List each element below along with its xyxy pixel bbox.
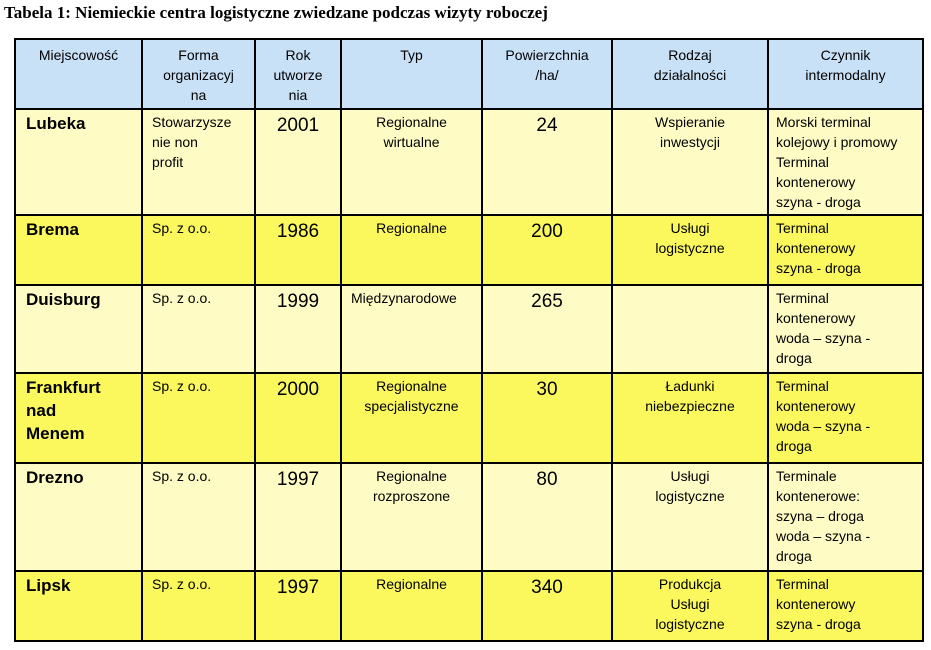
- header-line: /ha/: [535, 67, 559, 83]
- cell-year: 2000: [255, 373, 341, 463]
- header-line: działalności: [653, 67, 727, 83]
- cell-line: Wspieranie: [654, 114, 726, 130]
- cell-year: 1999: [255, 285, 341, 373]
- header-line: Czynnik: [820, 47, 871, 63]
- cell-factor: [768, 215, 923, 285]
- cell-line: Terminal: [776, 154, 829, 170]
- cell-type: [341, 215, 482, 285]
- table-row: [15, 109, 923, 215]
- cell-line: kontenerowe:: [776, 488, 861, 504]
- cell-line: szyna - droga: [776, 260, 861, 276]
- cell-area: 200: [482, 215, 612, 285]
- cell-area: 340: [482, 571, 612, 641]
- header-city: [15, 39, 142, 109]
- cell-line: Duisburg: [26, 290, 101, 309]
- cell-city: [15, 285, 142, 373]
- header-area: [482, 39, 612, 109]
- cell-line: Sp. z o.o.: [152, 290, 212, 306]
- cell-city: [15, 571, 142, 641]
- header-factor: [768, 39, 923, 109]
- cell-factor: [768, 373, 923, 463]
- cell-line: kontenerowy: [776, 398, 856, 414]
- header-line: Typ: [400, 47, 423, 63]
- cell-factor: [768, 571, 923, 641]
- cell-year: 1986: [255, 215, 341, 285]
- table-row: [15, 571, 923, 641]
- header-type: [341, 39, 482, 109]
- header-form: [142, 39, 255, 109]
- cell-line: Frankfurt: [26, 378, 101, 397]
- cell-form: [142, 373, 255, 463]
- cell-type: [341, 109, 482, 215]
- cell-city: [15, 463, 142, 571]
- cell-line: szyna – droga: [776, 508, 864, 524]
- cell-line: droga: [776, 350, 812, 366]
- header-line: utworze: [273, 67, 323, 83]
- cell-activity: [612, 215, 768, 285]
- cell-year: 1997: [255, 463, 341, 571]
- cell-line: kontenerowy: [776, 310, 856, 326]
- cell-line: droga: [776, 548, 812, 564]
- cell-line: Terminale: [776, 468, 837, 484]
- cell-line: szyna - droga: [776, 194, 861, 210]
- header-line: Forma: [178, 47, 219, 63]
- cell-line: Usługi: [670, 468, 710, 484]
- cell-line: logistyczne: [655, 240, 725, 256]
- cell-line: Menem: [26, 424, 85, 443]
- cell-form: [142, 285, 255, 373]
- cell-line: kontenerowy: [776, 240, 856, 256]
- cell-city: [15, 109, 142, 215]
- cell-line: Usługi: [670, 596, 710, 612]
- cell-form: [142, 463, 255, 571]
- cell-factor: [768, 463, 923, 571]
- cell-area: 30: [482, 373, 612, 463]
- cell-line: Sp. z o.o.: [152, 378, 212, 394]
- cell-line: nie non: [152, 134, 198, 150]
- table-row: [15, 463, 923, 571]
- header-line: organizacyj: [163, 67, 234, 83]
- cell-year: 2001: [255, 109, 341, 215]
- cell-area: 265: [482, 285, 612, 373]
- cell-line: Terminal: [776, 378, 829, 394]
- header-activity: [612, 39, 768, 109]
- cell-activity: [612, 373, 768, 463]
- cell-line: inwestycji: [660, 134, 720, 150]
- cell-type: [341, 571, 482, 641]
- header-line: na: [190, 87, 207, 103]
- cell-line: Brema: [26, 220, 79, 239]
- cell-line: woda – szyna -: [776, 330, 871, 346]
- cell-line: Terminal: [776, 290, 829, 306]
- header-line: nia: [288, 87, 308, 103]
- cell-type: [341, 373, 482, 463]
- table-row: [15, 215, 923, 285]
- table-caption: Tabela 1: Niemieckie centra logistyczne zwiedzane podczas wizyty roboczej: [4, 3, 548, 22]
- cell-area: 80: [482, 463, 612, 571]
- header-line: Miejscowość: [38, 47, 119, 63]
- cell-activity: [612, 285, 768, 373]
- cell-form: [142, 215, 255, 285]
- cell-type: [341, 285, 482, 373]
- cell-line: logistyczne: [655, 616, 725, 632]
- cell-activity: [612, 463, 768, 571]
- header-row: [15, 39, 923, 109]
- cell-line: Sp. z o.o.: [152, 468, 212, 484]
- header-line: Rok: [285, 47, 311, 63]
- cell-type: [341, 463, 482, 571]
- cell-activity: [612, 109, 768, 215]
- cell-line: Regionalne: [376, 220, 447, 236]
- header-line: Powierzchnia: [505, 47, 589, 63]
- table-row: [15, 285, 923, 373]
- cell-line: Lipsk: [26, 576, 71, 595]
- cell-city: [15, 215, 142, 285]
- cell-line: Regionalne: [376, 468, 447, 484]
- cell-line: wirtualne: [383, 134, 440, 150]
- cell-line: Produkcja: [658, 576, 722, 592]
- cell-city: [15, 373, 142, 463]
- cell-line: niebezpieczne: [645, 398, 735, 414]
- header-line: intermodalny: [805, 67, 886, 83]
- cell-factor: [768, 109, 923, 215]
- cell-area: 24: [482, 109, 612, 215]
- cell-activity: [612, 571, 768, 641]
- cell-line: Międzynarodowe: [351, 290, 457, 306]
- cell-line: Sp. z o.o.: [152, 576, 212, 592]
- cell-line: Stowarzysze: [152, 114, 232, 130]
- cell-line: Drezno: [26, 468, 84, 487]
- cell-line: kontenerowy: [776, 596, 856, 612]
- cell-line: Ładunki: [665, 378, 715, 394]
- cell-line: woda – szyna -: [776, 528, 871, 544]
- cell-line: Regionalne: [376, 576, 447, 592]
- cell-line: rozproszone: [372, 488, 451, 504]
- cell-form: [142, 571, 255, 641]
- cell-line: logistyczne: [655, 488, 725, 504]
- cell-factor: [768, 285, 923, 373]
- cell-line: specjalistyczne: [364, 398, 459, 414]
- cell-line: Regionalne: [376, 378, 447, 394]
- logistics-centers-table: [14, 38, 924, 642]
- cell-line: Lubeka: [26, 114, 86, 133]
- cell-line: droga: [776, 438, 812, 454]
- cell-line: Regionalne: [376, 114, 447, 130]
- cell-line: Sp. z o.o.: [152, 220, 212, 236]
- table-row: [15, 373, 923, 463]
- header-year: [255, 39, 341, 109]
- cell-line: Morski terminal: [776, 114, 871, 130]
- cell-line: Usługi: [670, 220, 710, 236]
- cell-line: kontenerowy: [776, 174, 856, 190]
- cell-year: 1997: [255, 571, 341, 641]
- cell-line: nad: [26, 401, 57, 420]
- cell-line: szyna - droga: [776, 616, 861, 632]
- header-line: Rodzaj: [668, 47, 712, 63]
- cell-line: Terminal: [776, 576, 829, 592]
- cell-line: Terminal: [776, 220, 829, 236]
- cell-form: [142, 109, 255, 215]
- cell-line: kolejowy i promowy: [776, 134, 898, 150]
- cell-line: profit: [152, 154, 184, 170]
- cell-line: woda – szyna -: [776, 418, 871, 434]
